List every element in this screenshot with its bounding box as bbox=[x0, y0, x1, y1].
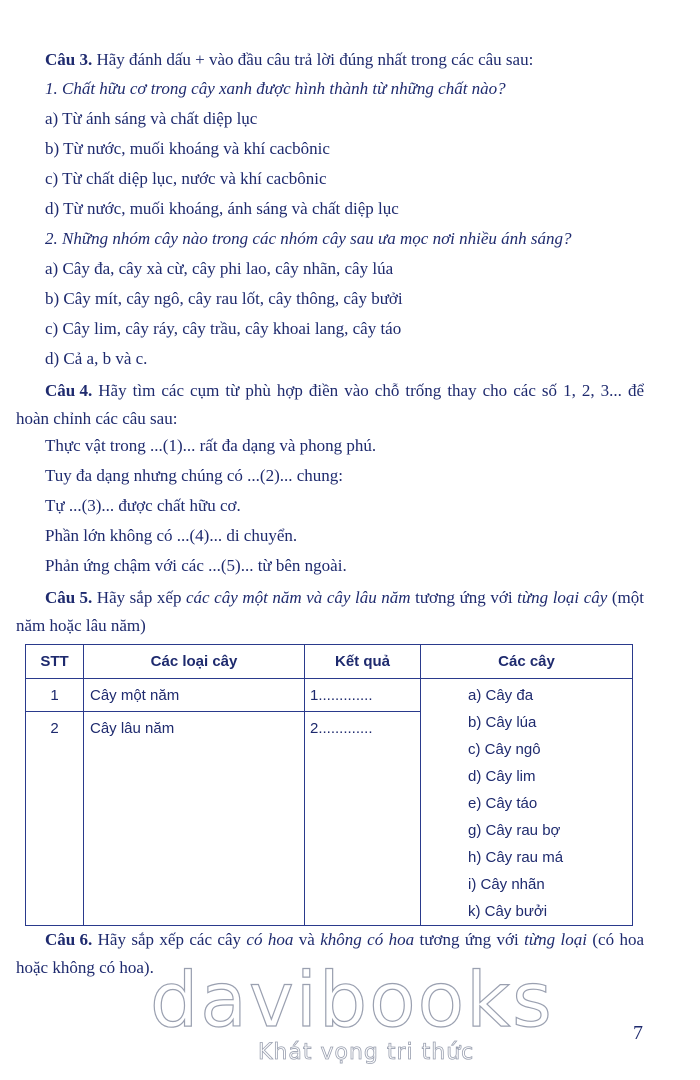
q5-text-d: từng loại cây bbox=[517, 588, 608, 607]
q4-line-1: Thực vật trong ...(1)... rất đa dạng và phong phú. bbox=[45, 436, 377, 455]
q3-sub1-option-d: d) Từ nước, muối khoáng, ánh sáng và chất diệp lục bbox=[45, 199, 399, 218]
q6-text-a: Hãy sắp xếp các cây bbox=[97, 930, 242, 949]
q5-heading bbox=[16, 584, 644, 640]
q3-heading bbox=[45, 50, 533, 70]
q3-sub1-option-a: a) Từ ánh sáng và chất diệp lục bbox=[45, 109, 258, 128]
q4-line-4: Phần lớn không có ...(4)... di chuyển. bbox=[45, 526, 298, 545]
row1-type: Cây một năm bbox=[84, 679, 305, 712]
list-item: k) Cây bưởi bbox=[468, 903, 548, 920]
q3-sub1-option-b: b) Từ nước, muối khoáng và khí cacbônic bbox=[45, 139, 330, 158]
list-item: h) Cây rau má bbox=[468, 849, 564, 866]
plants-list bbox=[421, 679, 632, 925]
q6-text-g: (có hoa hoặc không có hoa). bbox=[16, 930, 645, 977]
q3-sub2-option-d: d) Cả a, b và c. bbox=[45, 349, 148, 368]
header-plants: Các cây bbox=[421, 645, 633, 679]
q5-text-a: Hãy sắp xếp bbox=[96, 588, 182, 607]
q3-sub1-prompt: 1. Chất hữu cơ trong cây xanh được hình thành từ những chất nào? bbox=[45, 79, 506, 98]
q4-line-3: Tự ...(3)... được chất hữu cơ. bbox=[45, 496, 241, 515]
q4-text: Hãy tìm các cụm từ phù hợp điền vào chỗ trống thay cho các số 1, 2, 3... để hoàn chỉnh các câu sau: bbox=[16, 381, 644, 428]
page-number: 7 bbox=[633, 1022, 643, 1044]
q3-sub2-option-c: c) Cây lim, cây ráy, cây trầu, cây khoai lang, cây táo bbox=[45, 319, 402, 338]
q6-text-c: và bbox=[298, 930, 315, 949]
table-row bbox=[26, 679, 633, 712]
list-item: d) Cây lim bbox=[468, 768, 536, 785]
watermark-tagline: Khát vọng tri thức bbox=[258, 1040, 475, 1065]
table-header-row bbox=[26, 645, 633, 679]
q6-label: Câu 6. bbox=[45, 930, 93, 949]
q4-label: Câu 4. bbox=[45, 381, 93, 400]
header-stt: STT bbox=[26, 645, 84, 679]
q6-text-f: từng loại bbox=[524, 930, 587, 949]
q6-text-d: không có hoa bbox=[320, 930, 415, 949]
row1-result: 1............. bbox=[305, 679, 421, 712]
list-item: g) Cây rau bợ bbox=[468, 822, 561, 839]
q5-text-e: (một năm hoặc lâu năm) bbox=[16, 588, 644, 635]
list-item: i) Cây nhãn bbox=[468, 876, 545, 893]
q6-text-e: tương ứng với bbox=[419, 930, 519, 949]
list-item: e) Cây táo bbox=[468, 795, 538, 812]
q5-text-b: các cây một năm và cây lâu năm bbox=[186, 588, 411, 607]
plant-classification-table bbox=[25, 644, 633, 926]
header-plant-type: Các loại cây bbox=[84, 645, 305, 679]
row1-stt: 1 bbox=[26, 679, 84, 712]
q6-text-b: có hoa bbox=[246, 930, 294, 949]
watermark-brand: davibooks bbox=[150, 955, 554, 1044]
q3-sub2-prompt: 2. Những nhóm cây nào trong các nhóm cây sau ưa mọc nơi nhiều ánh sáng? bbox=[45, 229, 572, 248]
q3-sub2-option-b: b) Cây mít, cây ngô, cây rau lốt, cây thông, cây bưởi bbox=[45, 289, 403, 308]
q5-label: Câu 5. bbox=[45, 588, 93, 607]
list-item: c) Cây ngô bbox=[468, 741, 541, 758]
q4-line-5: Phản ứng chậm với các ...(5)... từ bên ngoài. bbox=[45, 556, 347, 575]
q3-sub2-option-a: a) Cây đa, cây xà cừ, cây phi lao, cây nhãn, cây lúa bbox=[45, 259, 394, 278]
q3-sub1-option-c: c) Từ chất diệp lục, nước và khí cacbônic bbox=[45, 169, 327, 188]
row2-result: 2............. bbox=[305, 712, 421, 926]
q4-line-2: Tuy đa dạng nhưng chúng có ...(2)... chung: bbox=[45, 466, 344, 485]
row2-type: Cây lâu năm bbox=[84, 712, 305, 926]
q3-label: Câu 3. bbox=[45, 50, 93, 69]
list-item: b) Cây lúa bbox=[468, 714, 537, 731]
q5-text-c: tương ứng với bbox=[415, 588, 513, 607]
list-item: a) Cây đa bbox=[468, 687, 534, 704]
row2-stt: 2 bbox=[26, 712, 84, 926]
q4-heading bbox=[16, 377, 644, 433]
header-result: Kết quả bbox=[305, 645, 421, 679]
plants-list-cell bbox=[421, 679, 633, 926]
q3-text: Hãy đánh dấu + vào đầu câu trả lời đúng nhất trong các câu sau: bbox=[96, 50, 534, 69]
